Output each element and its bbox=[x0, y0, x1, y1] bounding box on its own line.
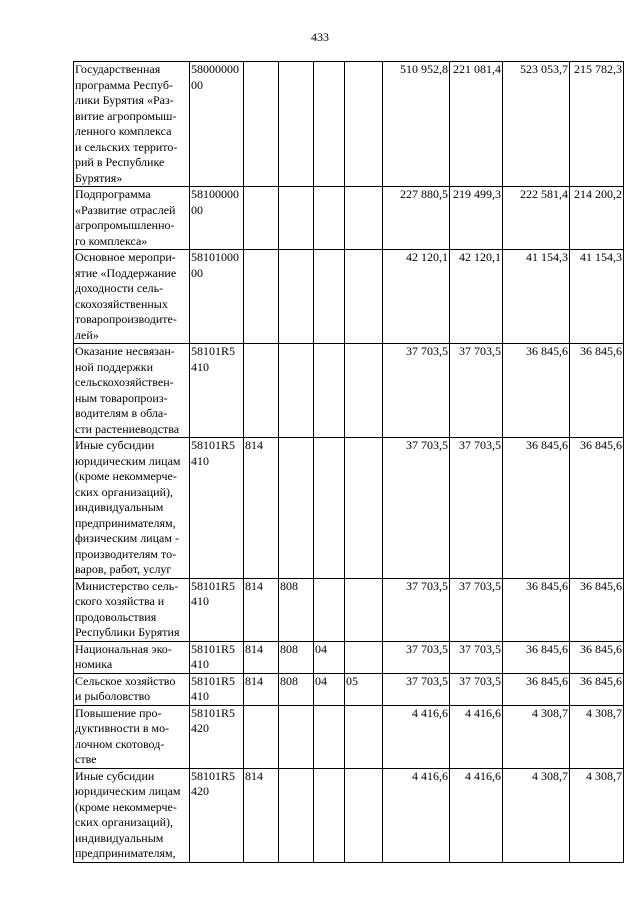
ministry-code-cell: 814 bbox=[244, 673, 279, 705]
section-code-cell bbox=[279, 438, 314, 579]
amount-cell-4: 4 308,7 bbox=[570, 705, 624, 768]
amount-cell-1: 37 703,5 bbox=[383, 344, 450, 438]
amount-cell-2: 42 120,1 bbox=[450, 250, 503, 344]
subsection-code-cell bbox=[314, 578, 345, 641]
amount-cell-3: 36 845,6 bbox=[503, 344, 570, 438]
subsection-code-cell bbox=[314, 438, 345, 579]
ministry-code-cell bbox=[244, 344, 279, 438]
expense-type-code-cell bbox=[345, 62, 383, 187]
amount-cell-3: 36 845,6 bbox=[503, 578, 570, 641]
amount-cell-4: 36 845,6 bbox=[570, 438, 624, 579]
table-row bbox=[74, 250, 624, 344]
expense-type-code-cell bbox=[345, 187, 383, 250]
ministry-code-cell: 814 bbox=[244, 641, 279, 673]
section-code-cell bbox=[279, 62, 314, 187]
amount-cell-1: 37 703,5 bbox=[383, 578, 450, 641]
amount-cell-4: 36 845,6 bbox=[570, 641, 624, 673]
target-article-code-cell: 58101R5 410 bbox=[190, 438, 244, 579]
amount-cell-2: 37 703,5 bbox=[450, 344, 503, 438]
expense-type-code-cell bbox=[345, 641, 383, 673]
subsection-code-cell: 04 bbox=[314, 641, 345, 673]
row-name-cell: Оказание несвязан- ной поддержки сельскохозяйствен- ным товаропроиз- водителям в обла- сти растениеводства bbox=[74, 344, 190, 438]
amount-cell-4: 36 845,6 bbox=[570, 673, 624, 705]
amount-cell-4: 214 200,2 bbox=[570, 187, 624, 250]
row-name-cell: Подпрограмма «Развитие отраслей агропромышленно- го комплекса» bbox=[74, 187, 190, 250]
amount-cell-3: 36 845,6 bbox=[503, 438, 570, 579]
table-row bbox=[74, 344, 624, 438]
expense-type-code-cell bbox=[345, 768, 383, 862]
row-name-cell: Иные субсидии юридическим лицам (кроме некоммерче- ских организаций), индивидуальным предпринимателям, физическим лицам - производителям то- варов, работ, услуг bbox=[74, 438, 190, 579]
target-article-code-cell: 58101R5 410 bbox=[190, 344, 244, 438]
row-name-cell: Национальная эко- номика bbox=[74, 641, 190, 673]
amount-cell-2: 221 081,4 bbox=[450, 62, 503, 187]
expense-type-code-cell bbox=[345, 438, 383, 579]
amount-cell-2: 219 499,3 bbox=[450, 187, 503, 250]
amount-cell-4: 36 845,6 bbox=[570, 578, 624, 641]
target-article-code-cell: 58101R5 410 bbox=[190, 673, 244, 705]
amount-cell-3: 36 845,6 bbox=[503, 641, 570, 673]
amount-cell-1: 227 880,5 bbox=[383, 187, 450, 250]
amount-cell-3: 41 154,3 bbox=[503, 250, 570, 344]
amount-cell-3: 4 308,7 bbox=[503, 768, 570, 862]
page-number: 433 bbox=[311, 30, 329, 44]
target-article-code-cell: 58000000 00 bbox=[190, 62, 244, 187]
row-name-cell: Государственная программа Респуб- лики Бурятия «Раз- витие агропромыш- ленного комплекса и сельских террито- рий в Республике Бурятия» bbox=[74, 62, 190, 187]
table-row bbox=[74, 673, 624, 705]
expense-type-code-cell: 05 bbox=[345, 673, 383, 705]
amount-cell-1: 37 703,5 bbox=[383, 438, 450, 579]
amount-cell-2: 37 703,5 bbox=[450, 673, 503, 705]
amount-cell-4: 41 154,3 bbox=[570, 250, 624, 344]
target-article-code-cell: 58101R5 410 bbox=[190, 578, 244, 641]
target-article-code-cell: 58101R5 410 bbox=[190, 641, 244, 673]
ministry-code-cell: 814 bbox=[244, 438, 279, 579]
amount-cell-1: 510 952,8 bbox=[383, 62, 450, 187]
target-article-code-cell: 58100000 00 bbox=[190, 187, 244, 250]
subsection-code-cell bbox=[314, 768, 345, 862]
amount-cell-1: 4 416,6 bbox=[383, 768, 450, 862]
ministry-code-cell: 814 bbox=[244, 768, 279, 862]
subsection-code-cell bbox=[314, 705, 345, 768]
row-name-cell: Повышение про- дуктивности в мо- лочном скотовод- стве bbox=[74, 705, 190, 768]
amount-cell-1: 37 703,5 bbox=[383, 673, 450, 705]
subsection-code-cell bbox=[314, 187, 345, 250]
amount-cell-4: 36 845,6 bbox=[570, 344, 624, 438]
ministry-code-cell bbox=[244, 62, 279, 187]
section-code-cell bbox=[279, 250, 314, 344]
amount-cell-2: 4 416,6 bbox=[450, 768, 503, 862]
section-code-cell bbox=[279, 187, 314, 250]
ministry-code-cell bbox=[244, 705, 279, 768]
row-name-cell: Основное меропри- ятие «Поддержание доходности сель- скохозяйственных товаропроизводите- лей» bbox=[74, 250, 190, 344]
amount-cell-4: 4 308,7 bbox=[570, 768, 624, 862]
amount-cell-2: 37 703,5 bbox=[450, 438, 503, 579]
amount-cell-2: 37 703,5 bbox=[450, 578, 503, 641]
row-name-cell: Сельское хозяйство и рыболовство bbox=[74, 673, 190, 705]
target-article-code-cell: 58101R5 420 bbox=[190, 768, 244, 862]
section-code-cell bbox=[279, 768, 314, 862]
subsection-code-cell bbox=[314, 62, 345, 187]
table-row bbox=[74, 705, 624, 768]
table-row bbox=[74, 578, 624, 641]
section-code-cell: 808 bbox=[279, 641, 314, 673]
row-name-cell: Министерство сель- ского хозяйства и продовольствия Республики Бурятия bbox=[74, 578, 190, 641]
section-code-cell: 808 bbox=[279, 673, 314, 705]
expense-type-code-cell bbox=[345, 578, 383, 641]
row-name-cell: Иные субсидии юридическим лицам (кроме некоммерче- ских организаций), индивидуальным предпринимателям, bbox=[74, 768, 190, 862]
table-row bbox=[74, 438, 624, 579]
amount-cell-3: 222 581,4 bbox=[503, 187, 570, 250]
section-code-cell: 808 bbox=[279, 578, 314, 641]
amount-cell-1: 37 703,5 bbox=[383, 641, 450, 673]
budget-table bbox=[73, 61, 624, 863]
amount-cell-3: 4 308,7 bbox=[503, 705, 570, 768]
subsection-code-cell bbox=[314, 250, 345, 344]
expense-type-code-cell bbox=[345, 705, 383, 768]
expense-type-code-cell bbox=[345, 344, 383, 438]
subsection-code-cell bbox=[314, 344, 345, 438]
table-row bbox=[74, 187, 624, 250]
amount-cell-4: 215 782,3 bbox=[570, 62, 624, 187]
amount-cell-3: 36 845,6 bbox=[503, 673, 570, 705]
section-code-cell bbox=[279, 344, 314, 438]
amount-cell-2: 4 416,6 bbox=[450, 705, 503, 768]
amount-cell-1: 4 416,6 bbox=[383, 705, 450, 768]
expense-type-code-cell bbox=[345, 250, 383, 344]
ministry-code-cell bbox=[244, 187, 279, 250]
ministry-code-cell: 814 bbox=[244, 578, 279, 641]
subsection-code-cell: 04 bbox=[314, 673, 345, 705]
table-row bbox=[74, 641, 624, 673]
amount-cell-3: 523 053,7 bbox=[503, 62, 570, 187]
amount-cell-2: 37 703,5 bbox=[450, 641, 503, 673]
table-row bbox=[74, 62, 624, 187]
amount-cell-1: 42 120,1 bbox=[383, 250, 450, 344]
section-code-cell bbox=[279, 705, 314, 768]
target-article-code-cell: 58101000 00 bbox=[190, 250, 244, 344]
ministry-code-cell bbox=[244, 250, 279, 344]
table-row bbox=[74, 768, 624, 862]
target-article-code-cell: 58101R5 420 bbox=[190, 705, 244, 768]
